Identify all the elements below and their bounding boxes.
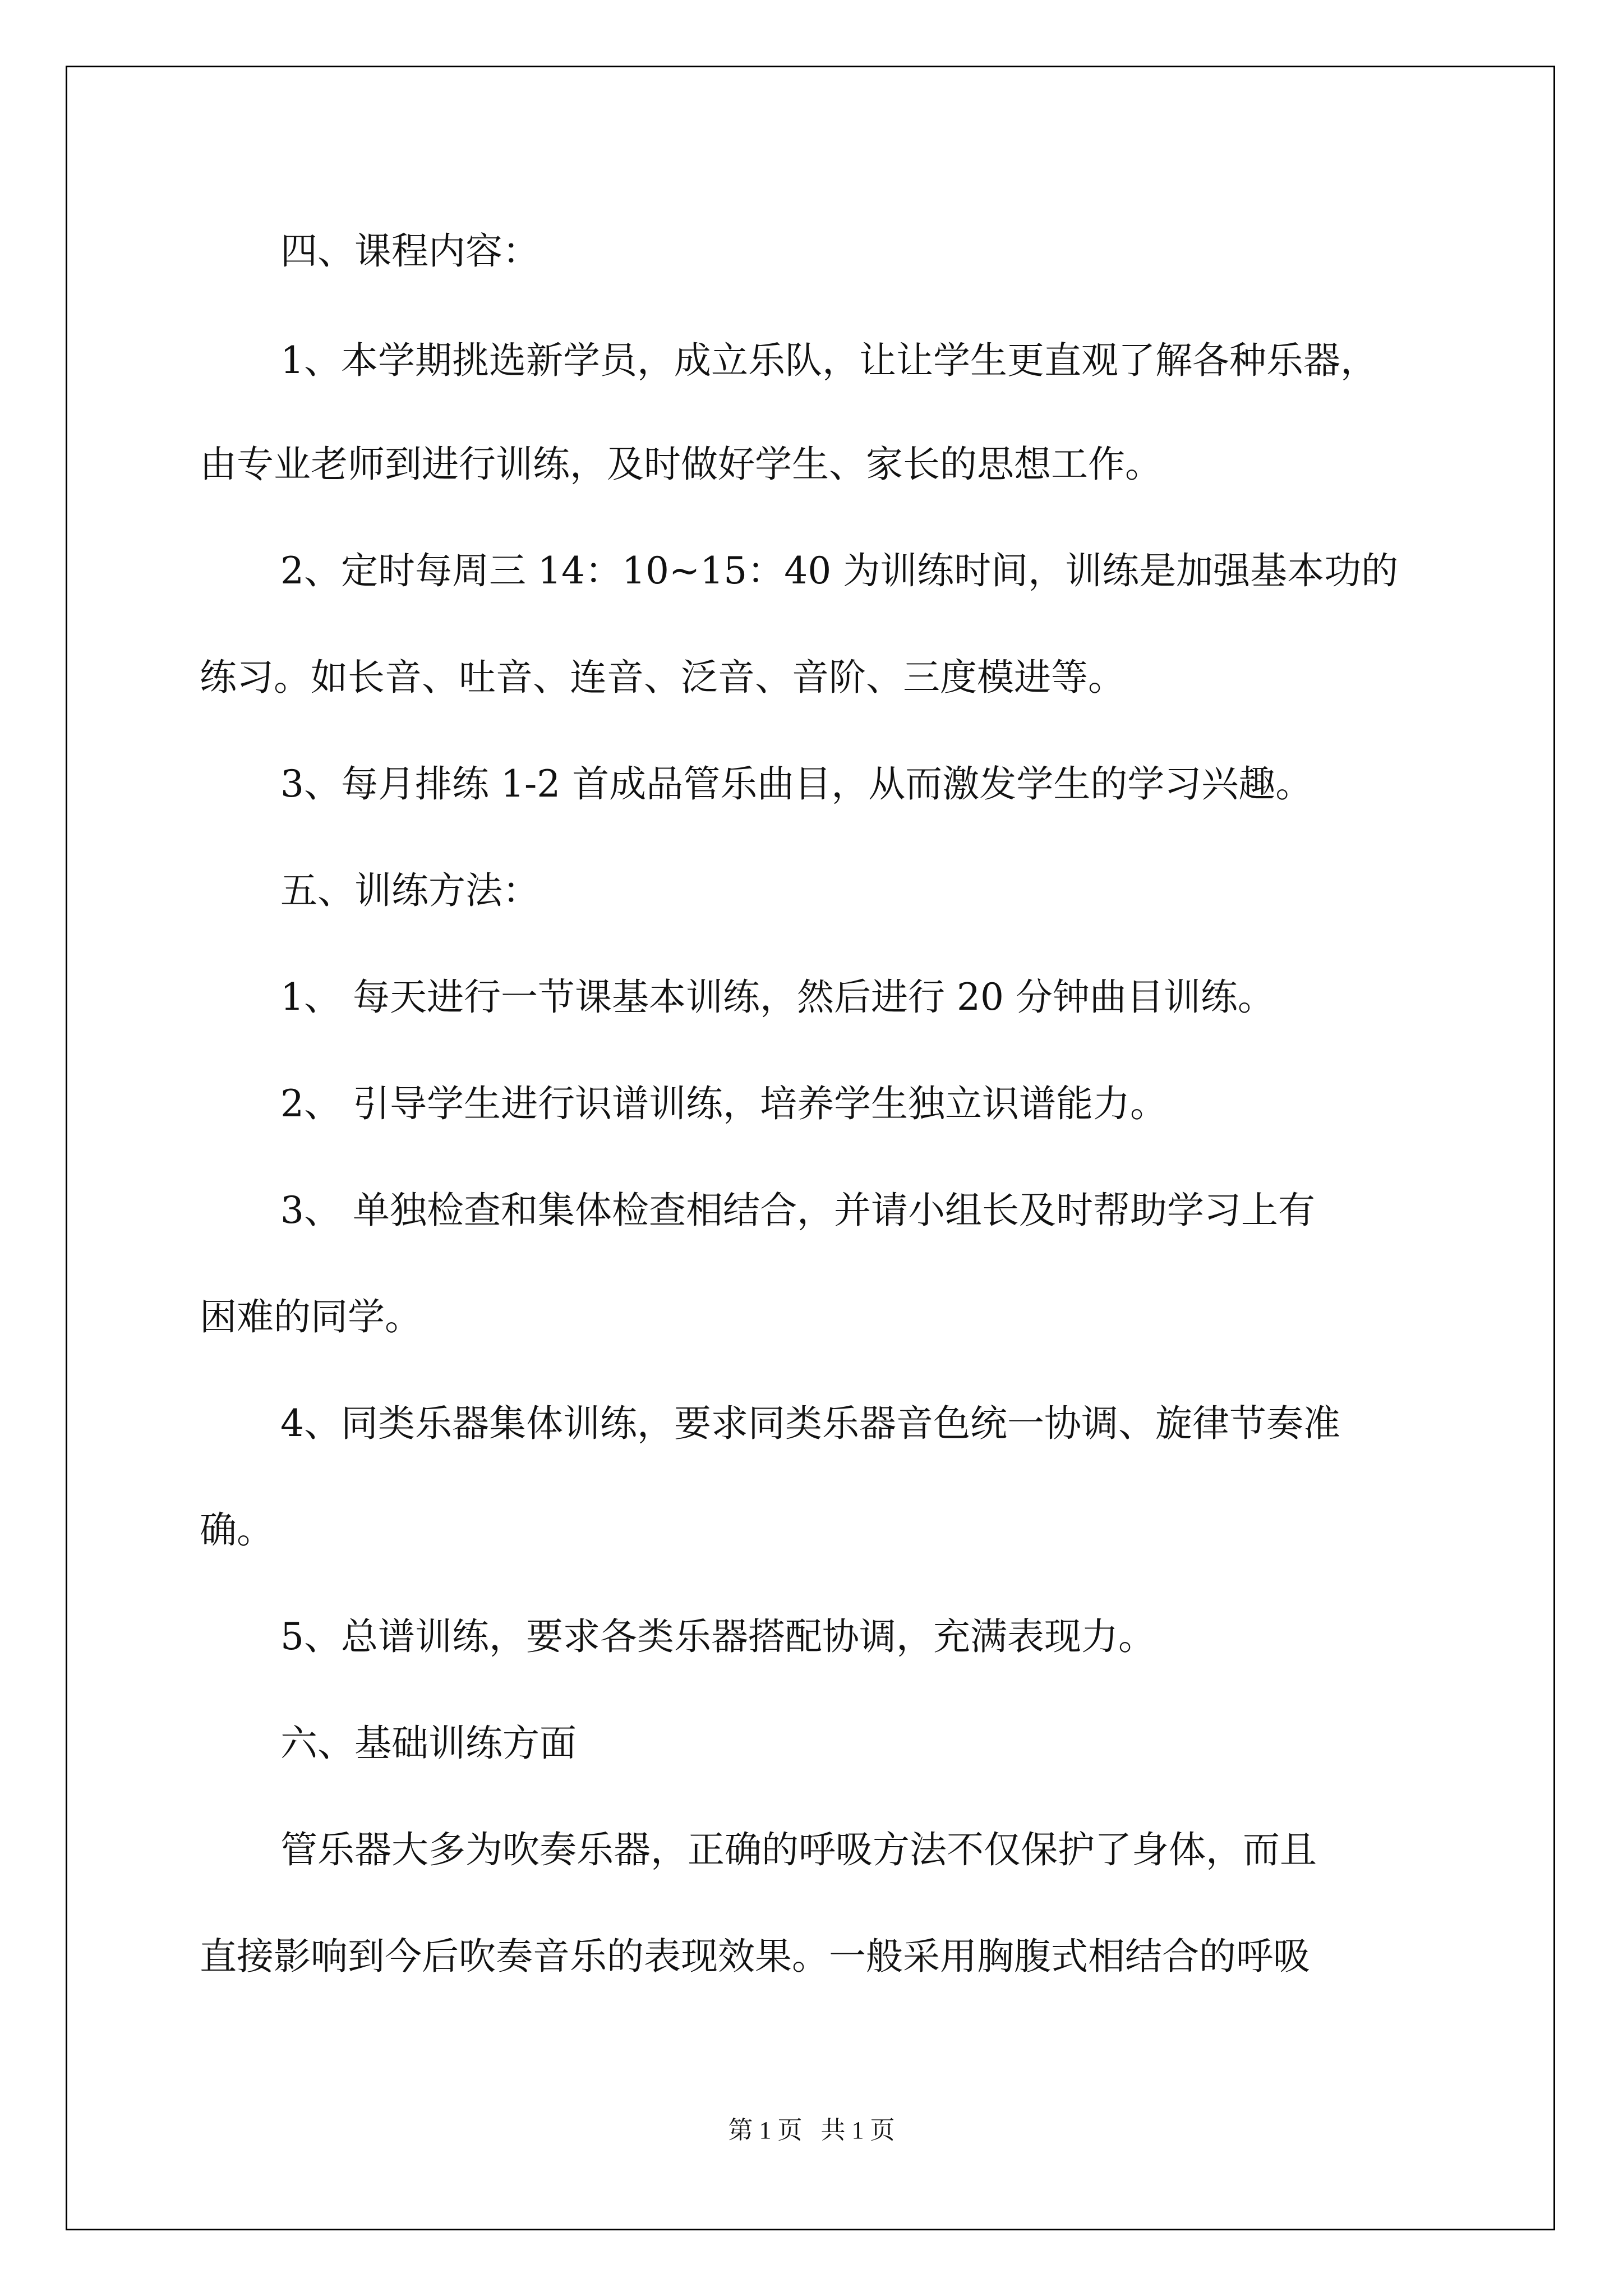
paragraph-line: 3、 单独检查和集体检查相结合，并请小组长及时帮助学习上有 — [280, 1189, 1315, 1232]
paragraph-line: 练习。如长音、吐音、连音、泛音、音阶、三度模进等。 — [200, 656, 1125, 699]
paragraph-line: 确。 — [200, 1508, 274, 1552]
paragraph-line: 困难的同学。 — [200, 1295, 422, 1338]
paragraph-line: 2、定时每周三 14：10~15：40 为训练时间，训练是加强基本功的 — [280, 549, 1399, 592]
page-border — [66, 66, 1555, 2230]
paragraph-line: 由专业老师到进行训练，及时做好学生、家长的思想工作。 — [200, 443, 1162, 486]
paragraph-line: 4、同类乐器集体训练，要求同类乐器音色统一协调、旋律节奏准 — [280, 1402, 1340, 1445]
paragraph-line: 管乐器大多为吹奏乐器，正确的呼吸方法不仅保护了身体，而且 — [280, 1828, 1317, 1871]
paragraph-line: 2、 引导学生进行识谱训练，培养学生独立识谱能力。 — [280, 1082, 1167, 1125]
page-footer: 第 1 页 共 1 页 — [728, 2116, 895, 2144]
paragraph-line: 3、每月排练 1-2 首成品管乐曲目，从而激发学生的学习兴趣。 — [280, 762, 1313, 806]
paragraph-line: 5、总谱训练，要求各类乐器搭配协调，充满表现力。 — [280, 1615, 1155, 1658]
heading-basic-training: 六、基础训练方面 — [280, 1722, 577, 1765]
paragraph-line: 1、 每天进行一节课基本训练，然后进行 20 分钟曲目训练。 — [280, 976, 1275, 1019]
heading-training-method: 五、训练方法： — [280, 869, 540, 912]
paragraph-line: 1、本学期挑选新学员，成立乐队，让让学生更直观了解各种乐器， — [280, 339, 1377, 382]
paragraph-line: 直接影响到今后吹奏音乐的表现效果。一般采用胸腹式相结合的呼吸 — [200, 1935, 1310, 1978]
heading-course-content: 四、课程内容： — [280, 229, 540, 273]
